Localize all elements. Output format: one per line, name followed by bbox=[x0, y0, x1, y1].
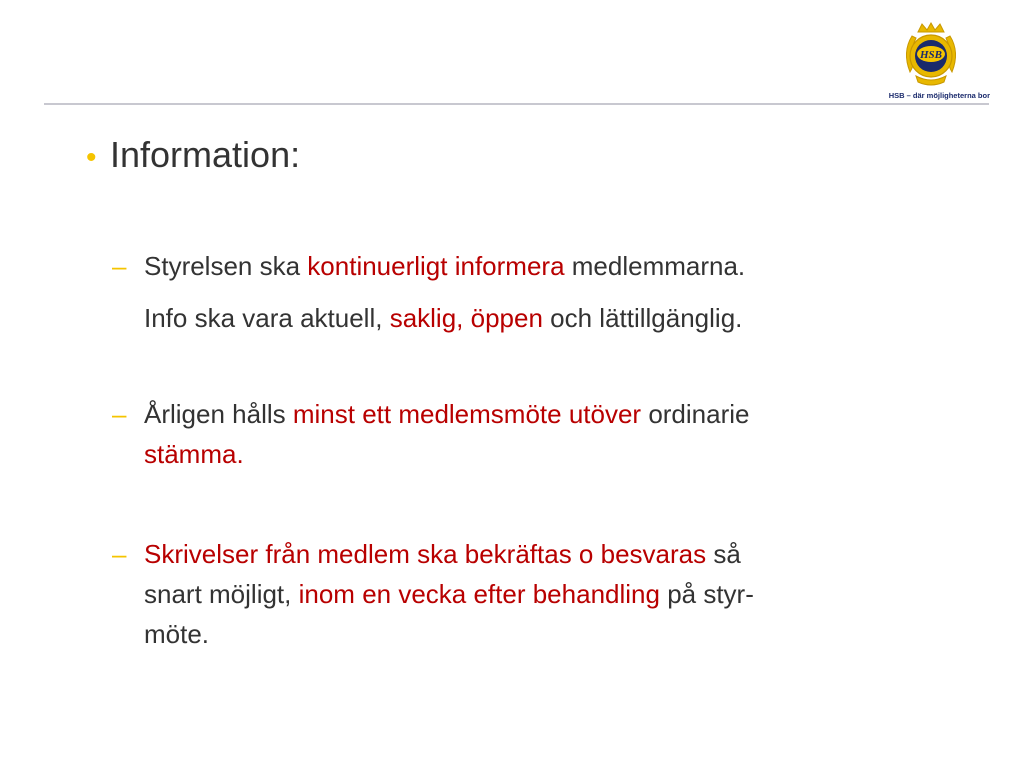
text-line bbox=[144, 298, 952, 338]
body-text: Info ska vara aktuell, bbox=[144, 303, 390, 333]
list-item-text bbox=[144, 534, 952, 654]
highlighted-text: kontinuerligt informera bbox=[307, 251, 565, 281]
list-item-text bbox=[144, 246, 952, 338]
text-line bbox=[144, 246, 952, 286]
heading-bullet-item bbox=[86, 133, 300, 180]
body-text: Styrelsen ska bbox=[144, 251, 308, 281]
body-text: snart möjligt, bbox=[144, 579, 299, 609]
highlighted-text: saklig, öppen bbox=[389, 303, 543, 333]
dash-bullet-icon: – bbox=[112, 251, 127, 281]
body-text: på styr- bbox=[659, 579, 754, 609]
body-text: och lättillgänglig. bbox=[542, 303, 743, 333]
highlighted-text: inom en vecka efter behandling bbox=[298, 579, 660, 609]
highlighted-text: Skrivelser från medlem ska bekräftas o besvaras bbox=[144, 539, 707, 569]
body-text: Årligen hålls bbox=[144, 399, 293, 429]
dash-bullet-icon: – bbox=[112, 399, 127, 429]
svg-text:HSB: HSB bbox=[919, 49, 943, 61]
list-item bbox=[112, 246, 952, 338]
text-line bbox=[144, 614, 952, 654]
highlighted-text: stämma. bbox=[144, 439, 244, 469]
text-line bbox=[144, 574, 952, 614]
heading-text: Information: bbox=[110, 134, 301, 175]
body-text: så bbox=[706, 539, 741, 569]
logo-tagline: HSB – där möjligheterna bor bbox=[888, 91, 990, 100]
highlighted-text: minst ett medlemsmöte utöver bbox=[292, 399, 642, 429]
list-item bbox=[112, 394, 952, 474]
text-line bbox=[144, 434, 952, 474]
dash-bullet-icon: – bbox=[112, 539, 127, 569]
text-line bbox=[144, 534, 952, 574]
body-text: medlemmarna. bbox=[564, 251, 746, 281]
list-item bbox=[112, 534, 952, 654]
list-item-text bbox=[144, 394, 952, 474]
body-text: möte. bbox=[144, 619, 210, 649]
bullet-icon: • bbox=[86, 141, 97, 174]
body-text: ordinarie bbox=[641, 399, 750, 429]
text-line bbox=[144, 394, 952, 434]
